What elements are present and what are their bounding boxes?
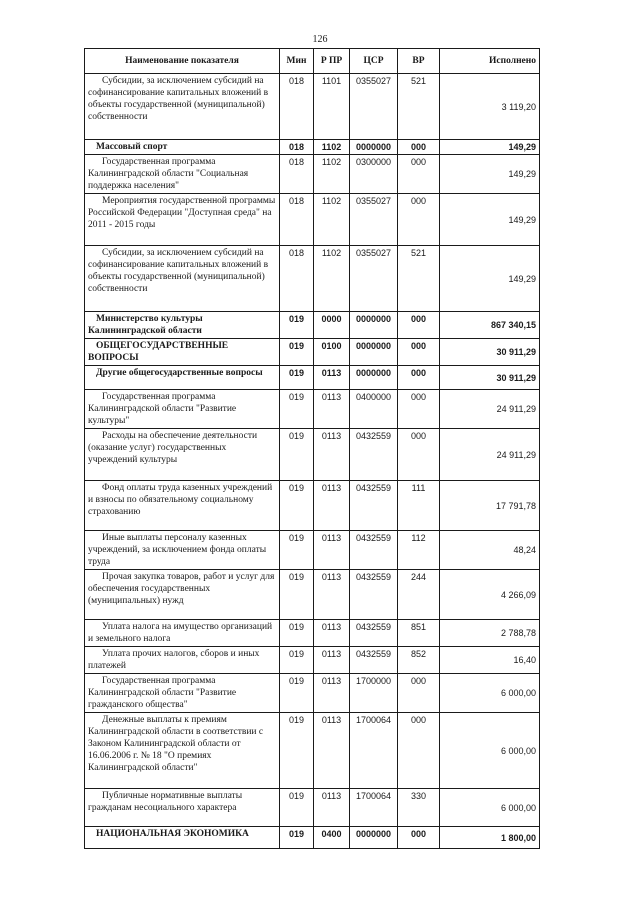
row-name-cell: [85, 789, 280, 827]
row-name: Массовый спорт: [96, 142, 168, 152]
row-name-cell: [85, 140, 280, 155]
header-csr: ЦСР: [350, 49, 398, 74]
row-rpr: 0400: [314, 827, 350, 849]
row-name: Государственная программа Калининградской области "Социальная поддержка населения": [88, 157, 249, 191]
row-min: 019: [280, 429, 314, 481]
row-rpr: 0100: [314, 339, 350, 366]
row-executed: 149,29: [440, 140, 540, 155]
row-csr: 0355027: [350, 194, 398, 246]
row-name-cell: [85, 246, 280, 312]
row-rpr: 0113: [314, 429, 350, 481]
row-csr: 0432559: [350, 647, 398, 674]
header-vr: ВР: [398, 49, 440, 74]
table-row: [85, 620, 540, 647]
row-name-cell: [85, 620, 280, 647]
row-name: Другие общегосударственные вопросы: [96, 368, 263, 378]
row-name-cell: [85, 827, 280, 849]
row-vr: 111: [398, 481, 440, 531]
row-rpr: 0000: [314, 312, 350, 339]
row-vr: 000: [398, 429, 440, 481]
row-name: Государственная программа Калининградской области "Развитие культуры": [88, 392, 237, 426]
table-row: [85, 827, 540, 849]
header-min: Мин: [280, 49, 314, 74]
header-name: Наименование показателя: [85, 49, 280, 74]
row-name-cell: [85, 366, 280, 390]
row-rpr: 0113: [314, 713, 350, 789]
row-min: 018: [280, 194, 314, 246]
row-name: Уплата прочих налогов, сборов и иных платежей: [88, 649, 260, 671]
row-vr: 000: [398, 194, 440, 246]
row-executed: 2 788,78: [440, 620, 540, 647]
row-executed: 149,29: [440, 155, 540, 194]
table-row: [85, 339, 540, 366]
row-csr: 0400000: [350, 390, 398, 429]
row-executed: 48,24: [440, 531, 540, 570]
row-min: 019: [280, 339, 314, 366]
row-min: 019: [280, 531, 314, 570]
row-vr: 000: [398, 140, 440, 155]
row-executed: 6 000,00: [440, 789, 540, 827]
row-csr: 1700064: [350, 713, 398, 789]
row-vr: 000: [398, 312, 440, 339]
row-name-cell: [85, 570, 280, 620]
row-rpr: 0113: [314, 366, 350, 390]
row-name: ОБЩЕГОСУДАРСТВЕННЫЕ ВОПРОСЫ: [88, 341, 229, 363]
row-vr: 000: [398, 674, 440, 713]
row-executed: 24 911,29: [440, 429, 540, 481]
table-row: [85, 155, 540, 194]
row-executed: 30 911,29: [440, 366, 540, 390]
row-min: 018: [280, 246, 314, 312]
row-csr: 0000000: [350, 366, 398, 390]
row-csr: 1700064: [350, 789, 398, 827]
row-min: 018: [280, 140, 314, 155]
table-row: [85, 312, 540, 339]
table-row: [85, 390, 540, 429]
row-name-cell: [85, 531, 280, 570]
row-executed: 867 340,15: [440, 312, 540, 339]
row-vr: 000: [398, 155, 440, 194]
row-rpr: 0113: [314, 570, 350, 620]
row-csr: 0432559: [350, 620, 398, 647]
row-csr: 0432559: [350, 570, 398, 620]
table-body: [85, 74, 540, 849]
table-row: [85, 674, 540, 713]
row-vr: 000: [398, 366, 440, 390]
row-csr: 0432559: [350, 531, 398, 570]
row-rpr: 0113: [314, 531, 350, 570]
row-executed: 16,40: [440, 647, 540, 674]
row-min: 019: [280, 674, 314, 713]
row-min: 019: [280, 366, 314, 390]
row-rpr: 0113: [314, 647, 350, 674]
table-row: [85, 246, 540, 312]
row-vr: 000: [398, 827, 440, 849]
table-row: [85, 481, 540, 531]
row-min: 019: [280, 620, 314, 647]
row-name: Субсидии, за исключением субсидий на софинансирование капитальных вложений в объекты государственной (муниципальной) собственности: [88, 248, 269, 294]
row-csr: 0000000: [350, 827, 398, 849]
row-name-cell: [85, 390, 280, 429]
table-row: [85, 140, 540, 155]
row-min: 019: [280, 647, 314, 674]
row-rpr: 1102: [314, 155, 350, 194]
row-min: 019: [280, 570, 314, 620]
page-number: 126: [312, 34, 328, 45]
budget-execution-table: [84, 48, 540, 849]
row-vr: 000: [398, 390, 440, 429]
row-rpr: 0113: [314, 789, 350, 827]
row-name: Министерство культуры Калининградской области: [88, 314, 203, 336]
row-vr: 330: [398, 789, 440, 827]
row-name-cell: [85, 155, 280, 194]
row-csr: 0432559: [350, 429, 398, 481]
row-csr: 1700000: [350, 674, 398, 713]
row-name-cell: [85, 194, 280, 246]
row-name: Субсидии, за исключением субсидий на софинансирование капитальных вложений в объекты государственной (муниципальной) собственности: [88, 76, 269, 122]
row-name: Иные выплаты персоналу казенных учреждений, за исключением фонда оплаты труда: [88, 533, 267, 567]
row-csr: 0300000: [350, 155, 398, 194]
row-name: НАЦИОНАЛЬНАЯ ЭКОНОМИКА: [96, 829, 249, 839]
row-executed: 4 266,09: [440, 570, 540, 620]
row-name: Государственная программа Калининградской области "Развитие гражданского общества": [88, 676, 237, 710]
row-vr: 112: [398, 531, 440, 570]
row-csr: 0432559: [350, 481, 398, 531]
row-min: 018: [280, 155, 314, 194]
row-name-cell: [85, 339, 280, 366]
row-vr: 521: [398, 74, 440, 140]
row-vr: 852: [398, 647, 440, 674]
row-min: 019: [280, 789, 314, 827]
row-executed: 30 911,29: [440, 339, 540, 366]
row-vr: 851: [398, 620, 440, 647]
row-vr: 000: [398, 339, 440, 366]
row-name: Публичные нормативные выплаты гражданам несоциального характера: [88, 791, 243, 813]
row-name: Мероприятия государственной программы Российской Федерации "Доступная среда" на 2011 - 2015 годы: [88, 196, 276, 230]
row-rpr: 0113: [314, 481, 350, 531]
row-executed: 17 791,78: [440, 481, 540, 531]
row-csr: 0355027: [350, 74, 398, 140]
row-rpr: 1102: [314, 140, 350, 155]
row-min: 019: [280, 312, 314, 339]
row-name-cell: [85, 674, 280, 713]
row-rpr: 0113: [314, 390, 350, 429]
row-min: 019: [280, 713, 314, 789]
row-vr: 244: [398, 570, 440, 620]
row-csr: 0000000: [350, 140, 398, 155]
row-vr: 000: [398, 713, 440, 789]
table-row: [85, 531, 540, 570]
row-executed: 3 119,20: [440, 74, 540, 140]
row-name: Уплата налога на имущество организаций и земельного налога: [88, 622, 273, 644]
row-rpr: 0113: [314, 674, 350, 713]
table-row: [85, 713, 540, 789]
header-rpr: Р ПР: [314, 49, 350, 74]
row-executed: 6 000,00: [440, 674, 540, 713]
row-name: Расходы на обеспечение деятельности (оказание услуг) государственных учреждений культуры: [88, 431, 258, 465]
row-name: Прочая закупка товаров, работ и услуг для обеспечения государственных (муниципальных) нужд: [88, 572, 275, 606]
table-row: [85, 74, 540, 140]
table-row: [85, 194, 540, 246]
row-min: 019: [280, 390, 314, 429]
table-row: [85, 647, 540, 674]
row-rpr: 0113: [314, 620, 350, 647]
row-executed: 1 800,00: [440, 827, 540, 849]
row-name: Фонд оплаты труда казенных учреждений и взносы по обязательному социальному страхованию: [88, 483, 273, 517]
row-name: Денежные выплаты к премиям Калининградской области в соответствии с Законом Калининградской области от 16.06.2006 г. № 18 "О премиях Калининградской области": [88, 715, 264, 773]
row-rpr: 1102: [314, 246, 350, 312]
row-executed: 149,29: [440, 194, 540, 246]
table-row: [85, 789, 540, 827]
row-min: 018: [280, 74, 314, 140]
row-rpr: 1102: [314, 194, 350, 246]
row-csr: 0000000: [350, 312, 398, 339]
row-name-cell: [85, 481, 280, 531]
row-csr: 0000000: [350, 339, 398, 366]
row-executed: 6 000,00: [440, 713, 540, 789]
row-rpr: 1101: [314, 74, 350, 140]
row-name-cell: [85, 647, 280, 674]
row-executed: 149,29: [440, 246, 540, 312]
table-row: [85, 429, 540, 481]
row-csr: 0355027: [350, 246, 398, 312]
table-header-row: [85, 49, 540, 74]
row-min: 019: [280, 827, 314, 849]
table-row: [85, 366, 540, 390]
row-name-cell: [85, 713, 280, 789]
row-name-cell: [85, 312, 280, 339]
table-row: [85, 570, 540, 620]
row-min: 019: [280, 481, 314, 531]
header-executed: Исполнено: [440, 49, 540, 74]
row-name-cell: [85, 74, 280, 140]
row-vr: 521: [398, 246, 440, 312]
row-executed: 24 911,29: [440, 390, 540, 429]
row-name-cell: [85, 429, 280, 481]
